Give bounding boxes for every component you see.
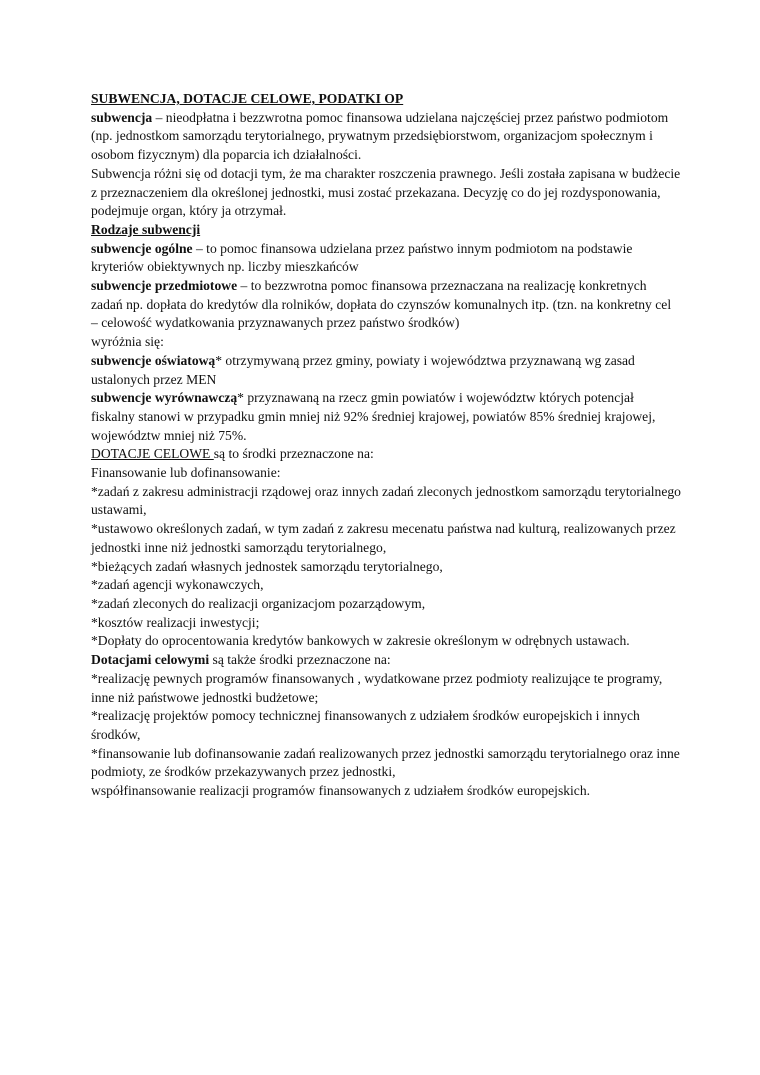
document-page [91, 90, 681, 801]
grants-heading-text: są to środki przeznaczone na: [213, 446, 374, 462]
types-heading: Rodzaje subwencji [91, 221, 201, 237]
targeted-grants-text: są także środki przeznaczone na: [209, 652, 391, 668]
list-item: *realizację pewnych programów finansowanych , wydatkowane przez podmioty realizujące te programy, inne niż państwowe jednostki budżetowe; [91, 670, 663, 705]
subwencja-definition-text: – nieodpłatna i bezzwrotna pomoc finansowa udzielana najczęściej przez państwo podmiotom (np. jednostkom samorządu terytorialnego, prywatnym przedsiębiorstwom, organizacjom społecznym i osobom fizycznym) dla poparcia ich działalności. [91, 109, 669, 163]
subwencja-definition [91, 109, 681, 165]
list-item: *realizację projektów pomocy technicznej finansowanych z udziałem środków europejskich i innych środków, [91, 708, 640, 742]
subject-subsidy-paragraph [91, 277, 681, 333]
equalizing-subsidy-paragraph [91, 389, 681, 445]
educational-subsidy-paragraph [91, 352, 681, 389]
list-item: *ustawowo określonych zadań, w tym zadań z zakresu mecenatu państwa nad kulturą, realizowanych przez jednostki inne niż jednostki samorządu terytorialnego, [91, 521, 676, 555]
distinguished-line: wyróżnia się: [91, 334, 164, 350]
term-general-subsidy: subwencje ogólne [91, 240, 193, 256]
targeted-grants-line [91, 651, 681, 670]
term-targeted-grants: Dotacjami celowymi [91, 652, 210, 668]
grants-heading: DOTACJE CELOWE [91, 446, 214, 462]
document-title: SUBWENCJA, DOTACJE CELOWE, PODATKI OP [91, 91, 404, 106]
list-item: *kosztów realizacji inwestycji; [91, 614, 260, 630]
equalizing-subsidy-text: * przyznawaną na rzecz gmin powiatów i województw których potencjał fiskalny stanowi w przypadku gmin mniej niż 92% średniej krajowej, powiatów 85% średniej krajowej, województw mniej niż 75%. [91, 390, 656, 443]
subject-subsidy-text: – to bezzwrotna pomoc finansowa przeznaczana na realizację konkretnych zadań np. dopłata do kredytów dla rolników, dopłata do czynszów komunalnych itp. (tzn. na konkretny cel – celowość wydatkowania przyznawanych przez państwo środków) [91, 278, 672, 331]
grants-heading-line [91, 445, 681, 464]
list-item: *zadań agencji wykonawczych, [91, 577, 264, 593]
educational-subsidy-text: * otrzymywaną przez gminy, powiaty i województwa przyznawaną wg zasad ustalonych przez MEN [91, 352, 635, 387]
grants-intro: Finansowanie lub dofinansowanie: [91, 465, 281, 481]
general-subsidy-text: – to pomoc finansowa udzielana przez państwo innym podmiotom na podstawie kryteriów obiektywnych np. liczby mieszkańców [91, 240, 633, 275]
list-item: *bieżących zadań własnych jednostek samorządu terytorialnego, [91, 558, 443, 574]
term-subject-subsidy: subwencje przedmiotowe [91, 278, 238, 294]
term-subwencja: subwencja [91, 109, 153, 125]
list-item: *Dopłaty do oprocentowania kredytów bankowych w zakresie określonym w odrębnych ustawach. [91, 633, 630, 649]
list-item: *zadań zleconych do realizacji organizacjom pozarządowym, [91, 595, 426, 611]
list-item: *zadań z zakresu administracji rządowej oraz innych zadań zleconych jednostkom samorządu terytorialnego ustawami, [91, 483, 681, 518]
difference-paragraph: Subwencja różni się od dotacji tym, że ma charakter roszczenia prawnego. Jeśli została zapisana w budżecie z przeznaczeniem dla określonej jednostki, musi zostać przekazana. Decyzję co do jej rozdysponowania, podejmuje organ, który ja otrzymał. [91, 165, 681, 219]
list-item: *finansowanie lub dofinansowanie zadań realizowanych przez jednostki samorządu terytorialnego oraz inne podmioty, ze środków przekazywanych przez jednostki, [91, 745, 680, 780]
term-equalizing-subsidy: subwencje wyrównawczą [91, 390, 238, 406]
general-subsidy-paragraph [91, 240, 681, 277]
list-item: współfinansowanie realizacji programów finansowanych z udziałem środków europejskich. [91, 783, 591, 799]
term-educational-subsidy: subwencje oświatową [91, 352, 216, 368]
